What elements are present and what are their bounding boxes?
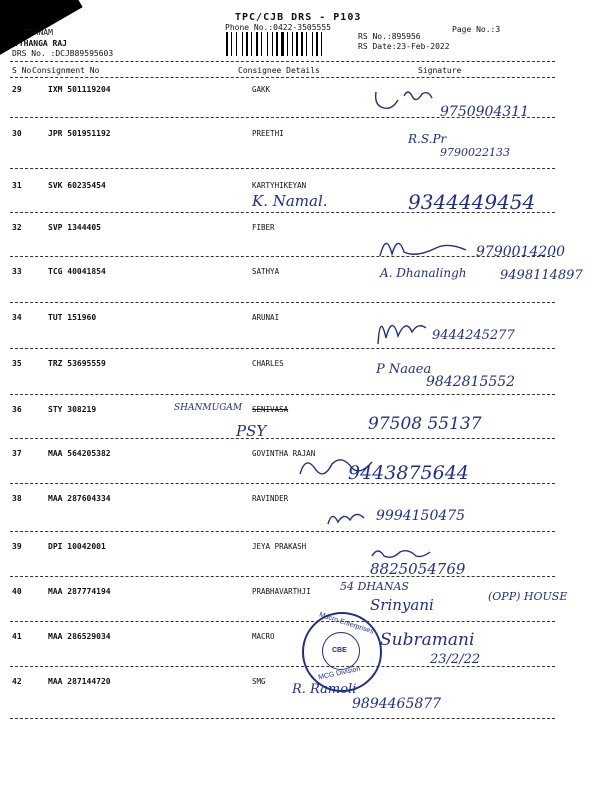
barcode-bar xyxy=(312,32,313,56)
barcode-bar xyxy=(321,32,322,56)
handwritten-phone: 9498114897 xyxy=(500,268,583,283)
barcode-bar xyxy=(226,32,228,56)
row-consignment: SVK 60235454 xyxy=(48,181,106,190)
handwritten-signature: Srinyani xyxy=(370,596,434,614)
handwritten-signature: R. Ramoli xyxy=(292,682,357,697)
handwritten-date: 23/2/22 xyxy=(430,652,481,667)
row-sno: 33 xyxy=(12,267,22,276)
row-consignee: MACRO xyxy=(252,632,275,641)
handwritten-phone: 9750904311 xyxy=(440,104,530,120)
row-consignee: FIBER xyxy=(252,223,275,232)
barcode-bar xyxy=(267,32,268,56)
handwritten-signature: Subramani xyxy=(380,630,475,650)
row-divider xyxy=(10,394,555,395)
row-consignee: ARUNAI xyxy=(252,313,280,322)
row-divider xyxy=(10,718,555,719)
row-consignment: IXM 501119204 xyxy=(48,85,111,94)
handwritten-correction: SHANMUGAM xyxy=(174,403,243,413)
row-consignment: MAA 287144720 xyxy=(48,677,111,686)
row-sno: 39 xyxy=(12,542,22,551)
row-divider xyxy=(10,438,555,439)
row-consignee: PRABHAVARTHJI xyxy=(252,587,311,596)
row-consignment: TCG 40041854 xyxy=(48,267,106,276)
stamp-text-center: CBE xyxy=(332,647,347,654)
row-consignment: JPR 501951192 xyxy=(48,129,111,138)
drs-number: DRS No. :DCJB89595603 xyxy=(12,49,114,58)
barcode-bar xyxy=(272,32,273,56)
col-signature-header: Signature xyxy=(418,66,462,75)
document-title: TPC/CJB DRS - P103 xyxy=(235,12,362,23)
row-consignment: STY 308219 xyxy=(48,405,97,414)
handwritten-signature: PSY xyxy=(236,422,267,440)
barcode-bar xyxy=(292,32,293,56)
barcode-bar xyxy=(231,32,232,56)
barcode-bar xyxy=(261,32,262,56)
branch-name: TTANAM xyxy=(24,28,53,37)
row-consignment: DPI 10042001 xyxy=(48,542,106,551)
row-divider xyxy=(10,168,555,169)
row-consignment: MAA 564205382 xyxy=(48,449,111,458)
row-consignee: SMG xyxy=(252,677,266,686)
row-consignee: JEYA PRAKASH xyxy=(252,542,307,551)
row-sno: 38 xyxy=(12,494,22,503)
row-sno: 36 xyxy=(12,405,22,414)
barcode-bar xyxy=(246,32,248,56)
handwritten-phone: 9790022133 xyxy=(440,146,510,159)
barcode-bar xyxy=(242,32,243,56)
row-consignee: PREETHI xyxy=(252,129,284,138)
barcode-bar xyxy=(251,32,252,56)
col-consignment-header: Consignment No xyxy=(32,66,100,75)
handwritten-phone: 9842815552 xyxy=(426,374,516,390)
row-consignment: MAA 287604334 xyxy=(48,494,111,503)
staff-name: :THANGA RAJ xyxy=(14,39,67,48)
header-rule xyxy=(10,61,555,62)
handwritten-signature: P Naaea xyxy=(376,362,432,377)
signature-scribble xyxy=(376,228,476,264)
row-sno: 32 xyxy=(12,223,22,232)
handwritten-phone: 9894465877 xyxy=(352,696,442,712)
signature-scribble xyxy=(372,308,432,348)
row-sno: 40 xyxy=(12,587,22,596)
row-consignee: KARTYHIKEYAN xyxy=(252,181,307,190)
row-sno: 37 xyxy=(12,449,22,458)
row-consignment: MAA 287774194 xyxy=(48,587,111,596)
handwritten-phone: 9790014200 xyxy=(476,244,566,260)
handwritten-phone: 8825054769 xyxy=(370,560,466,578)
row-consignee: CHARLES xyxy=(252,359,284,368)
phone-number: Phone No.:0422-3505555 xyxy=(225,23,331,32)
row-sno: 31 xyxy=(12,181,22,190)
row-consignment: SVP 1344405 xyxy=(48,223,101,232)
handwritten-signature: R.S.Pr xyxy=(408,132,447,146)
barcode-bar xyxy=(301,32,303,56)
handwritten-address: 54 DHANAS xyxy=(340,580,409,593)
barcode-bar xyxy=(276,32,278,56)
stamp-text-top: Macro Enterprises xyxy=(318,611,375,636)
handwritten-phone: 9443875644 xyxy=(348,462,469,484)
handwritten-phone: 9344449454 xyxy=(408,190,536,214)
handwritten-signature: A. Dhanalingh xyxy=(380,266,467,280)
barcode-bar xyxy=(287,32,288,56)
col-sno-header: S No xyxy=(12,66,32,75)
barcode-bar xyxy=(281,32,284,56)
row-divider xyxy=(10,621,555,622)
row-sno: 41 xyxy=(12,632,22,641)
barcode-bar xyxy=(256,32,258,56)
barcode-bar xyxy=(306,32,307,56)
row-consignment: TRZ 53695559 xyxy=(48,359,106,368)
row-sno: 30 xyxy=(12,129,22,138)
rs-date: RS Date:23-Feb-2022 xyxy=(358,42,450,51)
row-sno: 35 xyxy=(12,359,22,368)
row-consignee: RAVINDER xyxy=(252,494,289,503)
row-sno: 34 xyxy=(12,313,22,322)
row-consignee: SATHYA xyxy=(252,267,280,276)
row-divider xyxy=(10,302,555,303)
row-divider xyxy=(10,483,555,484)
handwritten-phone: 9994150475 xyxy=(376,508,466,524)
row-consignment: TUT 151960 xyxy=(48,313,97,322)
signature-scribble xyxy=(324,506,368,530)
handwritten-phone: 9444245277 xyxy=(432,328,515,343)
column-header-rule xyxy=(10,77,555,78)
barcode-bar xyxy=(316,32,318,56)
handwritten-phone: 97508 55137 xyxy=(368,414,482,434)
row-divider xyxy=(10,576,555,577)
handwritten-note: (OPP) HOUSE xyxy=(488,590,568,603)
row-sno: 42 xyxy=(12,677,22,686)
row-consignee: GAKK xyxy=(252,85,271,94)
col-consignee-header: Consignee Details xyxy=(238,66,320,75)
handwritten-signature: K. Namal. xyxy=(252,192,328,210)
row-consignment: MAA 286529034 xyxy=(48,632,111,641)
row-consignee: SENIVASA xyxy=(252,405,289,414)
stamp-text-bottom: MCG Division xyxy=(317,665,362,682)
rs-number: RS No.:895956 xyxy=(358,32,421,41)
barcode-bar xyxy=(236,32,237,56)
barcode xyxy=(226,32,348,56)
row-sno: 29 xyxy=(12,85,22,94)
company-stamp xyxy=(302,612,382,692)
row-divider xyxy=(10,348,555,349)
page-number: Page No.:3 xyxy=(452,25,501,34)
row-divider xyxy=(10,531,555,532)
barcode-bar xyxy=(296,32,298,56)
row-consignee: GOVINTHA RAJAN xyxy=(252,449,316,458)
